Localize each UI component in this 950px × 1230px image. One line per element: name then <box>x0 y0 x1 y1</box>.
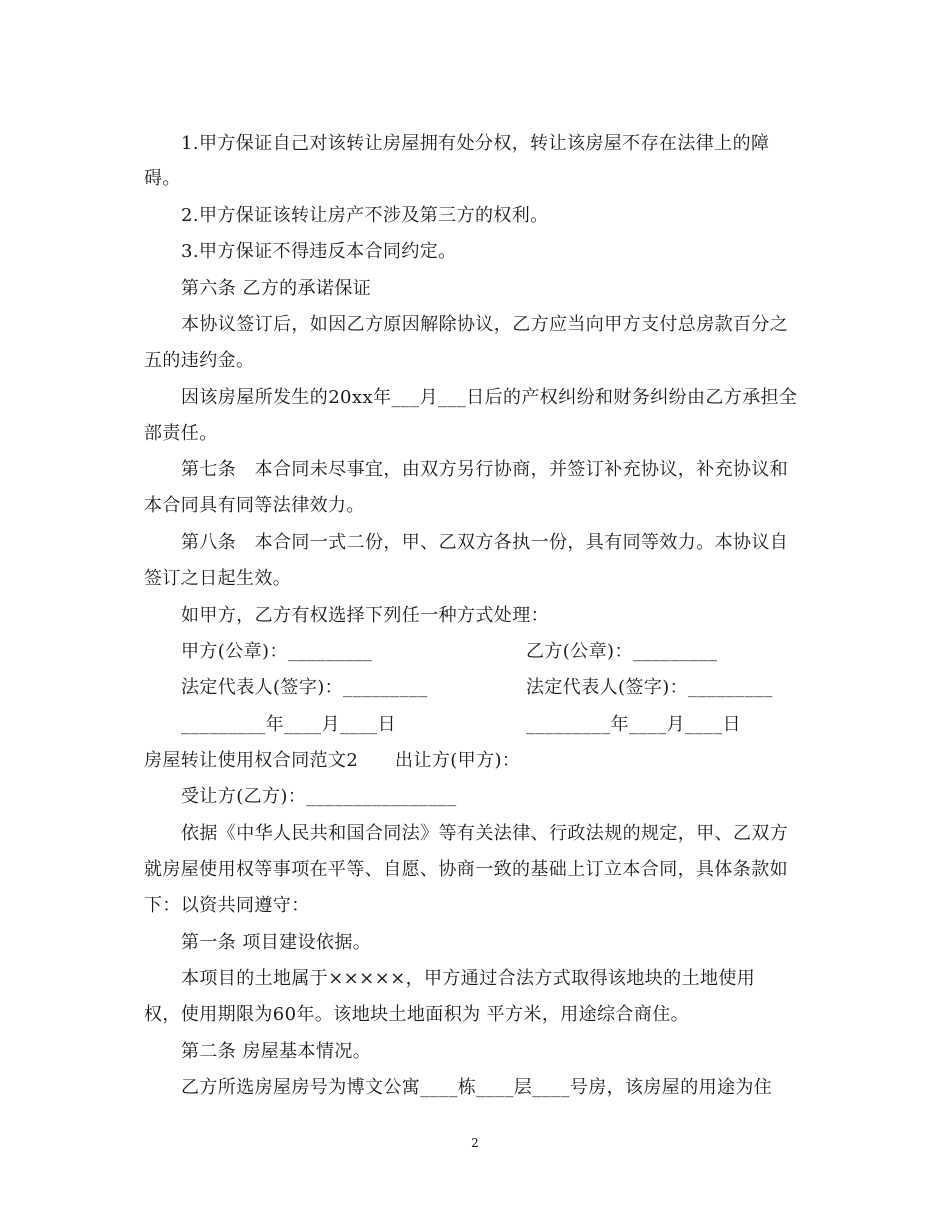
text-line: 第八条 本合同一式二份，甲、乙双方各执一份，具有同等效力。本协议自 <box>181 532 789 553</box>
text-line: 碍。 <box>144 168 181 189</box>
text-line: 本合同具有同等法律效力。 <box>144 495 365 516</box>
party-b-representative-line: 法定代表人(签字)：_________ <box>526 677 773 698</box>
page-number: 2 <box>471 1136 479 1150</box>
text-line: 签订之日起生效。 <box>144 568 292 589</box>
text-line: 乙方所选房屋房号为博文公寓____栋____层____号房，该房屋的用途为住 <box>181 1077 773 1098</box>
text-line: 2.甲方保证该转让房产不涉及第三方的权利。 <box>181 205 549 226</box>
text-line: 就房屋使用权等事项在平等、自愿、协商一致的基础上订立本合同，具体条款如 <box>144 859 788 880</box>
text-line: 部责任。 <box>144 423 218 444</box>
text-line: 受让方(乙方)：________________ <box>181 786 457 807</box>
text-line: 本协议签订后，如因乙方原因解除协议，乙方应当向甲方支付总房款百分之 <box>181 314 789 335</box>
text-line: 本项目的土地属于×××××，甲方通过合法方式取得该地块的土地使用 <box>181 968 756 989</box>
text-line: 第七条 本合同未尽事宜，由双方另行协商，并签订补充协议，补充协议和 <box>181 459 789 480</box>
party-b-date-line: _________年____月____日 <box>526 714 741 735</box>
text-line: 3.甲方保证不得违反本合同约定。 <box>181 241 457 262</box>
text-line: 如甲方，乙方有权选择下列任一种方式处理： <box>181 605 549 626</box>
text-line: 五的违约金。 <box>144 350 255 371</box>
text-line: 下：以资共同遵守： <box>144 895 310 916</box>
party-a-representative-line: 法定代表人(签字)：_________ <box>181 677 428 698</box>
text-line: 因该房屋所发生的20xx年___月___日后的产权纠纷和财务纠纷由乙方承担全 <box>181 387 798 408</box>
party-b-seal-line: 乙方(公章)：_________ <box>526 641 718 662</box>
text-line: 依据《中华人民共和国合同法》等有关法律、行政法规的规定，甲、乙双方 <box>181 823 789 844</box>
party-a-date-line: _________年____月____日 <box>181 714 396 735</box>
section-heading: 第六条 乙方的承诺保证 <box>181 278 372 299</box>
contract-title-line: 房屋转让使用权合同范文2 出让方(甲方)： <box>144 750 521 771</box>
text-line: 1.甲方保证自己对该转让房屋拥有处分权，转让该房屋不存在法律上的障 <box>181 133 770 154</box>
section-heading: 第一条 项目建设依据。 <box>181 932 372 953</box>
text-line: 权，使用期限为60年。该地块土地面积为 平方米，用途综合商住。 <box>144 1004 690 1025</box>
section-heading: 第二条 房屋基本情况。 <box>181 1041 372 1062</box>
party-a-seal-line: 甲方(公章)：_________ <box>181 641 373 662</box>
